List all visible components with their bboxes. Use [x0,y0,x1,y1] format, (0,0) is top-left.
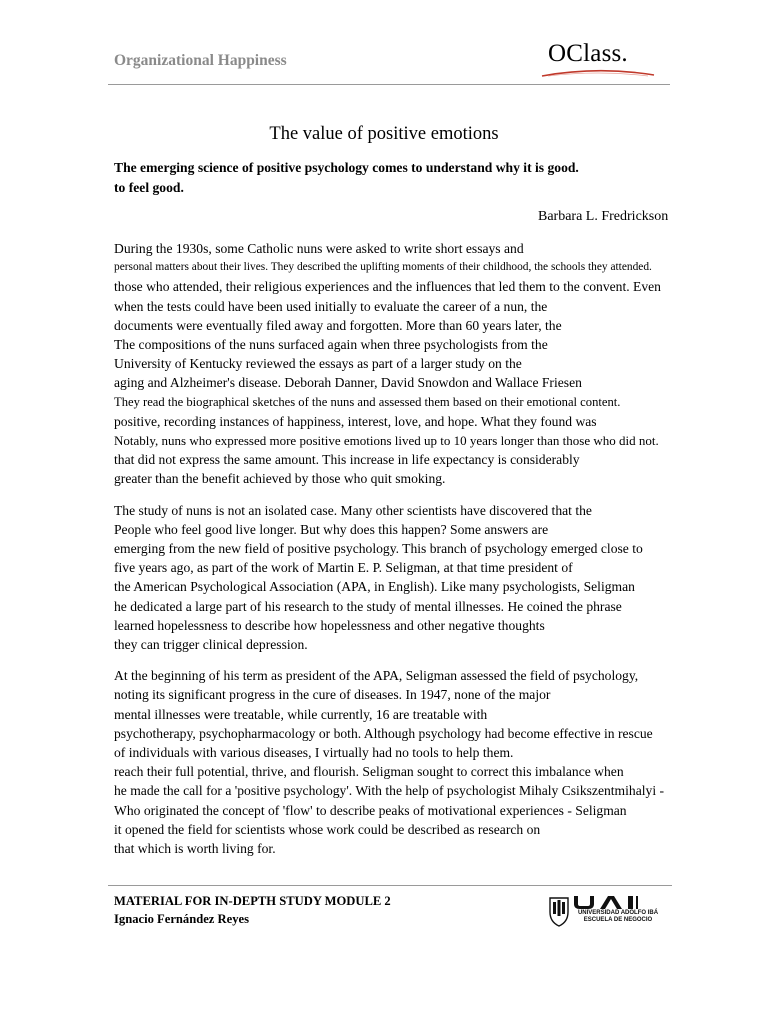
text-line: they can trigger clinical depression. [114,637,308,653]
text-line: At the beginning of his term as president of the APA, Seligman assessed the field of psychology, [114,668,639,684]
brand-swoosh-icon [538,68,658,78]
text-line: that did not express the same amount. This increase in life expectancy is considerably [114,452,580,468]
footer-author: Ignacio Fernández Reyes [114,912,250,926]
text-line: that which is worth living for. [114,841,276,857]
document-author: Barbara L. Fredrickson [538,209,669,224]
text-line: positive, recording instances of happiness, interest, love, and hope. What they found was [114,413,597,429]
document-lede [114,158,674,198]
text-line: reach their full potential, thrive, and flourish. Seligman sought to correct this imbalance when [114,764,624,780]
text-line: greater than the benefit achieved by those who quit smoking. [114,471,446,487]
paragraph-1 [114,239,726,489]
text-line: it opened the field for scientists whose work could be described as research on [114,821,541,837]
text-line: University of Kentucky reviewed the essays as part of a larger study on the [114,356,522,372]
university-name [573,910,663,924]
text-line: The study of nuns is not an isolated case. Many other scientists have discovered that the [114,502,592,518]
footer-divider [108,885,672,886]
document-title: The value of positive emotions [269,124,499,144]
text-line: emerging from the new field of positive psychology. This branch of psychology emerged close to [114,541,643,557]
paragraph-3 [114,666,726,858]
paragraph-2 [114,501,726,655]
university-name-line: UNIVERSIDAD ADOLFO IBÁ [577,910,659,916]
footer-module-label: MATERIAL FOR IN-DEPTH STUDY MODULE 2 [114,894,391,908]
text-line: aging and Alzheimer's disease. Deborah Danner, David Snowdon and Wallace Friesen [114,375,582,391]
text-line: Who originated the concept of 'flow' to describe peaks of motivational experiences - Seligman [114,802,627,818]
text-line: documents were eventually filed away and forgotten. More than 60 years later, the [114,317,562,333]
lede-line: to feel good. [114,180,184,195]
text-line: when the tests could have been used initially to evaluate the career of a nun, the [114,298,548,314]
text-line: the American Psychological Association (APA, in English). Like many psychologists, Seligman [114,579,635,595]
brand-logo-text: OClass. [548,40,628,67]
lede-line: The emerging science of positive psychology comes to understand why it is good. [114,160,579,175]
text-line: The compositions of the nuns surfaced again when three psychologists from the [114,337,548,353]
text-line: five years ago, as part of the work of Martin E. P. Seligman, at that time president of [114,560,573,576]
text-line: noting its significant progress in the cure of diseases. In 1947, none of the major [114,687,551,703]
text-line: psychotherapy, psychopharmacology or both. Although psychology had become effective in rescue [114,725,653,741]
text-line: During the 1930s, some Catholic nuns were asked to write short essays and [114,241,524,256]
header-title: Organizational Happiness [114,52,287,69]
text-line: learned hopelessness to describe how hopelessness and other negative thoughts [114,617,545,633]
text-line: he made the call for a 'positive psychology'. With the help of psychologist Mihaly Csikszentmihalyi - [114,783,665,799]
text-line: personal matters about their lives. They described the uplifting moments of their childhood, the schools they attended. [114,261,652,274]
header-divider [108,84,670,85]
text-line: They read the biographical sketches of the nuns and assessed them based on their emotional content. [114,394,621,409]
text-line: he dedicated a large part of his research to the study of mental illnesses. He coined the phrase [114,598,622,614]
text-line: those who attended, their religious experiences and the influences that led them to the convent. Even [114,279,661,295]
document-body [114,239,726,870]
text-line: of individuals with various diseases, I virtually had no tools to help them. [114,745,514,761]
text-line: mental illnesses were treatable, while currently, 16 are treatable with [114,706,488,722]
text-line: People who feel good live longer. But why does this happen? Some answers are [114,521,549,537]
university-name-line: ESCUELA DE NEGOCIO [583,917,653,923]
text-line: Notably, nuns who expressed more positive emotions lived up to 10 years longer than those who did not. [114,433,659,449]
